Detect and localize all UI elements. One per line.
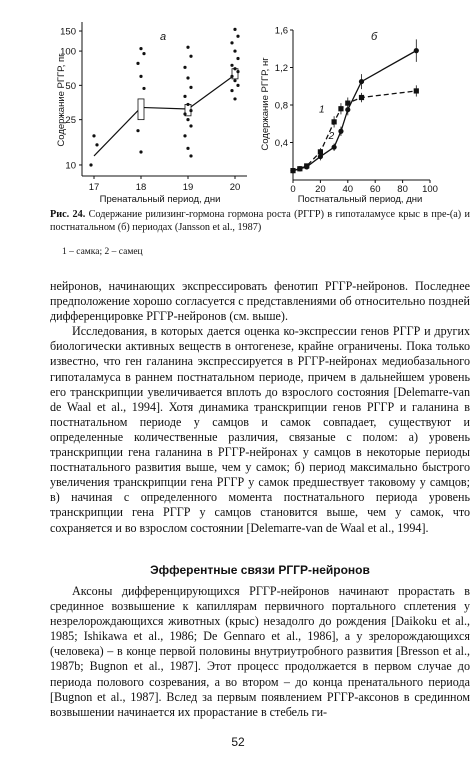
panel-a-x-tick-label: 18: [135, 182, 147, 193]
panel-b-point-circle: [332, 145, 337, 150]
panel-b-chart: [260, 26, 438, 206]
panel-a-point: [186, 76, 189, 79]
figure-caption-text: Содержание рилизинг-гормона гормона роста (РГГР) в гипоталамусе крыс в пре-(а) и постнатальном (б) периодах (Jansson et al., 1987): [50, 209, 470, 233]
panel-b-y-tick-label: 0,8: [274, 100, 288, 112]
panel-a-x-tick-label: 19: [182, 182, 194, 193]
panel-a-median-line: [94, 75, 235, 156]
panel-a-point: [186, 103, 189, 106]
panel-a-point: [139, 150, 142, 153]
panel-a-point: [142, 52, 145, 55]
panel-a-y-tick-label: 50: [65, 80, 76, 92]
panel-a-point: [92, 134, 95, 137]
panel-b-x-axis-title: Постнатальный период, дни: [297, 194, 423, 205]
panel-a-point: [230, 64, 233, 67]
panel-b-point-square: [359, 95, 364, 100]
panel-a-marks: [89, 28, 239, 167]
panel-a-point: [136, 129, 139, 132]
panel-a-x-tick-label: 17: [88, 182, 100, 193]
panel-b-x-tick-label: 100: [422, 184, 438, 195]
panel-a-y-axis-title: Содержание РГГР, пг: [56, 53, 67, 147]
figure-24: [0, 0, 476, 205]
panel-b-x-tick-label: 40: [342, 184, 354, 195]
panel-a-point: [236, 57, 239, 60]
body-text-bottom: [50, 584, 470, 720]
panel-a-point: [183, 134, 186, 137]
panel-a-point: [89, 163, 92, 166]
panel-a-point: [189, 109, 192, 112]
panel-a-point: [233, 97, 236, 100]
figure-svg: [0, 0, 476, 205]
panel-a-point: [230, 41, 233, 44]
figure-caption: [50, 208, 470, 234]
panel-a-point: [142, 87, 145, 90]
panel-a-point: [95, 143, 98, 146]
panel-b-series-line-2: [293, 91, 416, 171]
panel-a-point: [139, 75, 142, 78]
body-text-top: [50, 279, 470, 536]
paragraph-coexpression: Исследования, в которых дается оценка ко-экспрессии генов РГГР и других биологически активных веществ в онтогенезе, крайне ограничены. Пока только известно, что ген галанина экспрессируется в РГГР-нейронах медиобазального гипоталамуса в раннем постнатальном периоде, причем в дальнейшем уровень его транскрипции увеличивается вплоть до взрослого состояния [Delemarre-van de Waal et al., 1994]. Хотя динамика транскрипции генов РГГР и галанина в постнатальном периоде у самцов и самок совпадает, существуют и определенные количественные различия, связаные с полом: а) уровень транскрипции гена галанина в РГГР-нейронах у самцов в некоторые периоды постнатального развития выше, чем у самок; б) период максимально быстрого увеличения транскрипции гена РГГР у самок предшествует таковому у самцов; в) начиная с определенного момента постнатального периода уровень транскрипции гена РГГР у самцов становится выше, чем у самок, что сохраняется и во взрослом состоянии [Delemarre-van de Waal et al., 1994].: [50, 324, 470, 535]
panel-b-x-tick-label: 20: [315, 184, 326, 195]
panel-b-x-tick-label: 60: [369, 184, 381, 195]
panel-a-point: [186, 46, 189, 49]
panel-a-y-tick-label: 100: [60, 46, 76, 58]
panel-b-point-square: [318, 149, 323, 154]
panel-b-series-label-2: 2: [328, 130, 335, 142]
panel-a-point: [236, 70, 239, 73]
paragraph-continued: нейронов, начинающих экспрессировать фенотип РГГР-нейронов. Последнее предположение хорошо согласуется с представлениями об относительно поздней дифференцировке РГГР-нейронов (см. выше).: [50, 279, 470, 324]
panel-b-label: б: [371, 31, 378, 43]
panel-a-point: [189, 154, 192, 157]
panel-a-point: [183, 95, 186, 98]
panel-a-chart: [56, 22, 247, 205]
panel-a-y-tick-label: 25: [65, 115, 76, 127]
panel-b-point-square: [332, 119, 337, 124]
panel-b-point-circle: [414, 48, 419, 53]
panel-a-x-axis-title: Пренатальный период, дни: [99, 194, 221, 205]
panel-b-point-square: [297, 166, 302, 171]
panel-a-point: [236, 84, 239, 87]
panel-a-point: [183, 112, 186, 115]
panel-a-point: [139, 47, 142, 50]
panel-a-point: [189, 55, 192, 58]
panel-b-point-square: [414, 88, 419, 93]
panel-a-y-tick-label: 10: [65, 160, 76, 172]
figure-caption-label: Рис. 24.: [50, 209, 86, 220]
panel-a-point: [230, 75, 233, 78]
panel-b-point-circle: [359, 79, 364, 84]
panel-b-x-tick-label: 80: [397, 184, 408, 195]
panel-a-point: [186, 147, 189, 150]
panel-b-marks: [290, 39, 419, 173]
panel-a-y-tick-label: 150: [60, 26, 76, 38]
panel-a-point: [233, 28, 236, 31]
panel-a-ticks: [60, 27, 240, 193]
figure-legend-note: 1 – самка; 2 – самец: [62, 247, 143, 257]
section-heading: Эфферентные связи РГГР-нейронов: [150, 563, 370, 577]
panel-b-y-tick-label: 1,2: [274, 63, 288, 74]
panel-b-series-label-1: 1: [319, 104, 325, 116]
panel-a-x-tick-label: 20: [229, 182, 241, 193]
panel-a-label: а: [160, 31, 167, 43]
panel-b-y-axis-title: Содержание РГГР, нг: [260, 57, 271, 151]
panel-b-x-tick-label: 0: [290, 184, 296, 195]
panel-b-point-square: [345, 101, 350, 106]
paragraph-efferent: Аксоны дифференцирующихся РГГР-нейронов начинают прорастать в срединное возвышение к капиллярам первичного портального сплетения у незрелорождающихся животных (крыс) незадолго до рождения [Daikoku et al., 1985; Ishikawa et al., 1986; De Gennaro et al., 1986], а у зрелорождающихся (человека) – в конце первой половины внутриутробного развития [Bresson et al., 1987b; Bugnon et al., 1987]. Этот процесс продолжается в первом случае до периода полового созревания, а во втором – до конца пренатального периода [Bugnon et al., 1987]. Вслед за первым появлением РГГР-аксонов в срединном возвышении начинается их прорастание в стебель ги-: [50, 584, 470, 719]
panel-a-point: [189, 124, 192, 127]
panel-a-point: [233, 67, 236, 70]
panel-b-point-square: [304, 163, 309, 168]
panel-b-point-circle: [338, 129, 343, 134]
panel-a-point: [183, 66, 186, 69]
panel-a-box: [138, 99, 144, 120]
panel-b-series-line-1: [293, 51, 416, 171]
panel-b-y-tick-label: 1,6: [274, 25, 288, 37]
panel-a-point: [186, 118, 189, 121]
panel-a-point: [233, 79, 236, 82]
panel-a-point: [136, 62, 139, 65]
panel-a-point: [230, 89, 233, 92]
panel-b-point-square: [338, 106, 343, 111]
page-number: 52: [231, 735, 245, 749]
panel-a-point: [236, 35, 239, 38]
panel-b-y-tick-label: 0,4: [274, 138, 288, 149]
panel-a-point: [233, 49, 236, 52]
panel-b-point-square: [290, 168, 295, 173]
panel-a-point: [189, 86, 192, 89]
